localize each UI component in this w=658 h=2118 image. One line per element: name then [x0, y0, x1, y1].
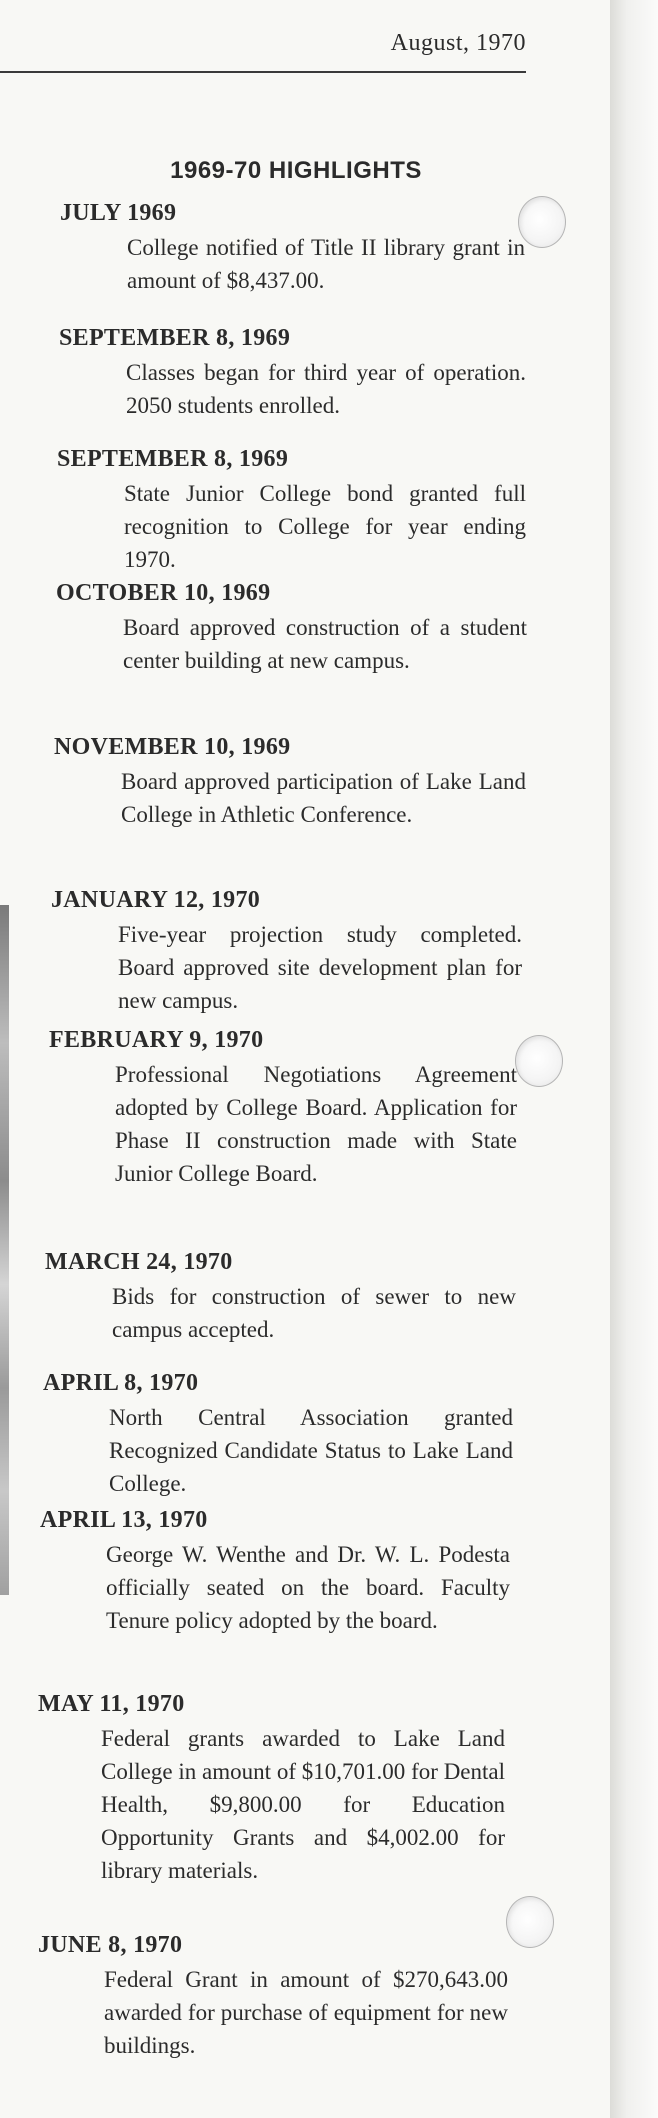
- entry-date: MARCH 24, 1970: [45, 1249, 233, 1275]
- highlight-entry: [57, 446, 526, 576]
- entry-text: Federal grants awarded to Lake Land College in amount of $10,701.00 for Dental Health, $9,800.00 for Education Opportunity Grants and $4,002.00 for library materials.: [101, 1726, 505, 1883]
- entry-text: College notified of Title II library grant in amount of $8,437.00.: [127, 235, 525, 293]
- highlight-entry: [49, 1027, 517, 1190]
- binder-hole: [506, 1896, 554, 1948]
- entry-text: Professional Negotiations Agreement adopted by College Board. Application for Phase II construction made with State Junior College Board.: [115, 1062, 517, 1186]
- page-title: 1969-70 HIGHLIGHTS: [170, 157, 422, 184]
- entry-date: APRIL 8, 1970: [43, 1370, 199, 1396]
- entry-date: SEPTEMBER 8, 1969: [59, 325, 291, 351]
- entry-text: George W. Wenthe and Dr. W. L. Podesta officially seated on the board. Faculty Tenure policy adopted by the board.: [106, 1542, 510, 1633]
- entry-date: OCTOBER 10, 1969: [56, 580, 271, 606]
- entry-text: Five-year projection study completed. Board approved site development plan for new campus.: [118, 922, 522, 1013]
- entry-text: State Junior College bond granted full recognition to College for year ending 1970.: [124, 481, 526, 572]
- entry-text: Federal Grant in amount of $270,643.00 awarded for purchase of equipment for new buildings.: [104, 1967, 508, 2058]
- highlight-entry: [45, 1249, 516, 1346]
- entry-text: Bids for construction of sewer to new campus accepted.: [112, 1284, 516, 1342]
- entry-text: Board approved construction of a student center building at new campus.: [123, 615, 527, 673]
- highlight-entry: [38, 1691, 505, 1887]
- header-date: August, 1970: [390, 30, 526, 56]
- entry-date: APRIL 13, 1970: [40, 1507, 208, 1533]
- entry-text: Classes began for third year of operation. 2050 students enrolled.: [126, 360, 526, 418]
- entry-text: Board approved participation of Lake Land College in Athletic Conference.: [121, 769, 526, 827]
- photo-edge-strip: [0, 905, 9, 1595]
- highlight-entry: [56, 580, 527, 677]
- entry-date: SEPTEMBER 8, 1969: [57, 446, 289, 472]
- header-rule: [0, 71, 526, 73]
- highlight-entry: [40, 1507, 510, 1637]
- entry-date: FEBRUARY 9, 1970: [49, 1027, 264, 1053]
- entry-date: NOVEMBER 10, 1969: [54, 734, 291, 760]
- page-edge-shadow: [610, 0, 658, 2118]
- highlight-entry: [59, 325, 526, 422]
- entry-date: MAY 11, 1970: [38, 1691, 185, 1717]
- entry-date: JANUARY 12, 1970: [51, 887, 261, 913]
- entry-date: JUNE 8, 1970: [38, 1932, 183, 1958]
- highlight-entry: [38, 1932, 508, 2062]
- highlight-entry: [60, 200, 525, 297]
- highlight-entry: [43, 1370, 513, 1500]
- entry-text: North Central Association granted Recognized Candidate Status to Lake Land College.: [109, 1405, 513, 1496]
- highlight-entry: [51, 887, 522, 1017]
- highlight-entry: [54, 734, 526, 831]
- binder-hole: [515, 1035, 563, 1087]
- binder-hole: [518, 196, 566, 248]
- entry-date: JULY 1969: [60, 200, 177, 226]
